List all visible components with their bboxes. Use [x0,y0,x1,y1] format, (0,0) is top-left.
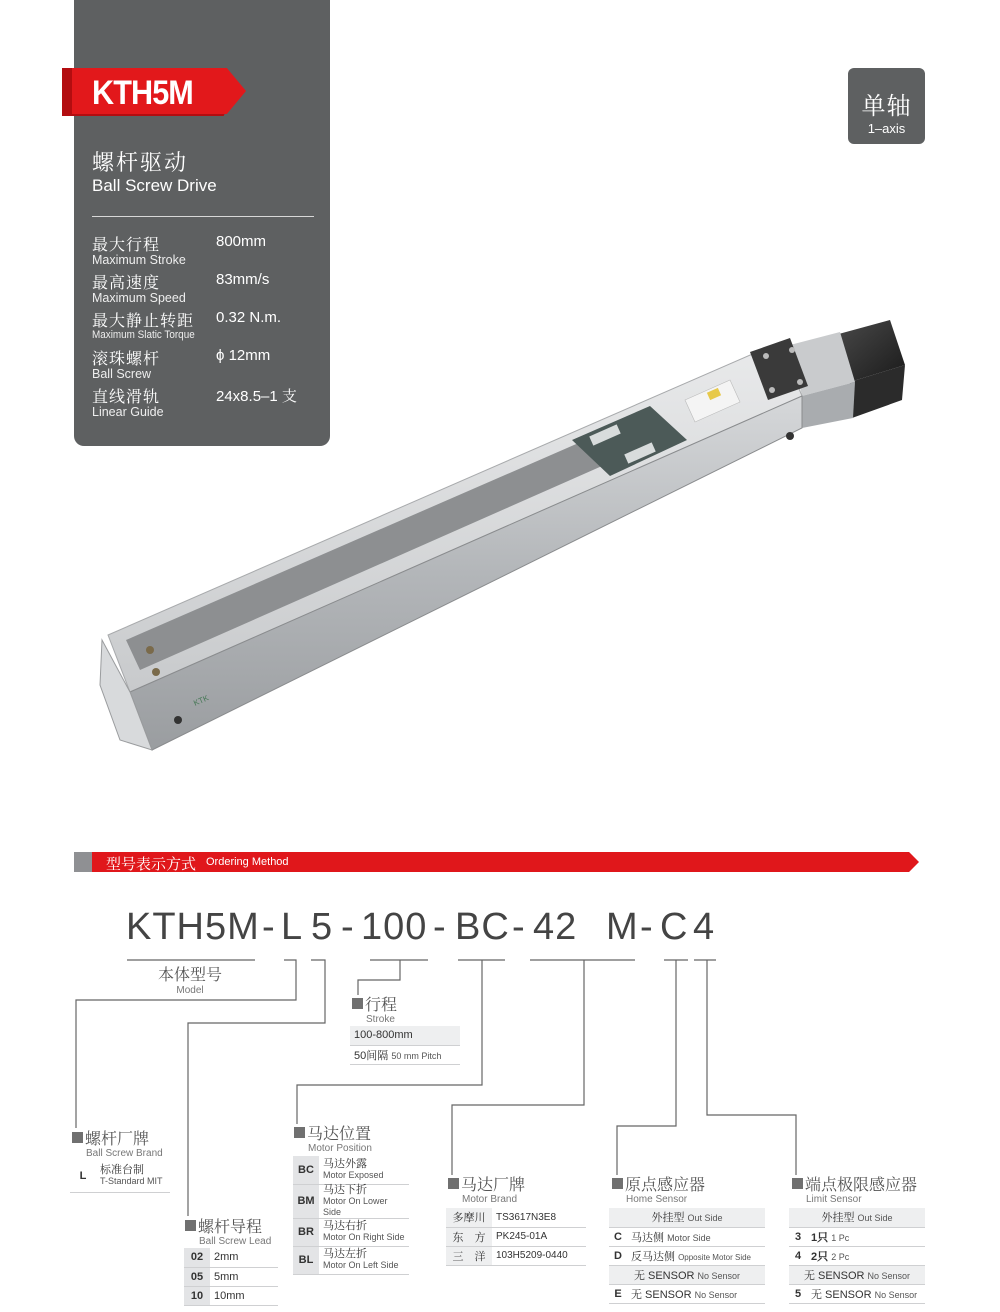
motor-brand-label-cn: 马达厂牌 [461,1177,526,1194]
sensor-cn: 无 SENSOR [631,1288,692,1301]
stroke-label-cn: 行程 [365,997,398,1014]
motor-position-label-en: Motor Position [308,1143,372,1154]
square-bullet [612,1178,623,1189]
code-cell: 05 [184,1267,210,1286]
position-en: Motor Exposed [323,1169,384,1180]
position-en: Motor On Right Side [323,1232,405,1242]
code-model: KTH5M [126,906,260,948]
screw-brand-en: T-Standard MIT [100,1175,163,1186]
sensor-en: No Sensor [697,1270,741,1281]
motor-model: TS3617N3E8 [492,1208,586,1227]
table-row [609,1227,765,1246]
spec-value: 24x8.5–1 支 [216,388,297,405]
spec-label-cn: 最大静止转距 [92,313,195,330]
table-row [350,1026,460,1045]
screw-lead-label [185,1214,271,1247]
stroke-table [350,1026,460,1065]
table-row [184,1286,278,1305]
sensor-en: No Sensor [874,1289,918,1300]
axis-badge-en: 1–axis [867,121,906,136]
table-row [446,1208,586,1227]
sensor-cn: 反马达侧 [631,1250,675,1263]
code-dash: - [341,906,355,948]
code-cell: 4 [789,1246,807,1265]
code-cell: L [70,1160,96,1192]
sensor-cn: 无 SENSOR [633,1269,695,1282]
table-row [789,1208,925,1227]
home-sensor-label-en: Home Sensor [626,1194,688,1205]
sensor-cn: 2只 [811,1250,829,1263]
position-cn: 马达外露 [323,1157,367,1170]
stroke-pitch-en: 50 mm Pitch [391,1050,442,1061]
position-en: Motor On Left Side [323,1260,399,1270]
code-cell: BL [293,1246,319,1274]
stroke-label [352,992,397,1025]
position-cn: 马达左折 [323,1248,367,1260]
screw-brand-label [72,1126,163,1159]
screw-brand-label-cn: 螺杆厂牌 [85,1131,150,1148]
table-row [609,1265,765,1284]
code-cell: 5 [789,1284,807,1303]
table-row [293,1184,409,1218]
sensor-en: No Sensor [867,1270,911,1281]
brand-cell: 三 洋 [446,1246,492,1265]
lead-value: 5mm [210,1267,278,1286]
table-row [70,1160,170,1192]
home-sensor-label-cn: 原点感应器 [625,1177,706,1194]
spec-label-en: Linear Guide [92,405,164,419]
motor-model: 103H5209-0440 [492,1246,586,1265]
table-row [609,1208,765,1227]
table-row [293,1156,409,1184]
table-row [789,1227,925,1246]
table-row [184,1248,278,1267]
spec-value: 83mm/s [216,271,270,288]
table-row [609,1284,765,1303]
spec-label-en: Maximum Slatic Torque [92,329,195,341]
model-name: KTH5M [92,74,193,112]
table-row [293,1218,409,1246]
model-label [150,962,230,996]
spec-value: ϕ 12mm [216,347,271,364]
code-cell: E [609,1284,627,1303]
model-label-en: Model [176,985,204,996]
brand-cell: 多摩川 [446,1208,492,1227]
code-cell: C [609,1227,627,1246]
table-row [609,1246,765,1265]
motor-position-label [294,1121,372,1154]
code-dash: - [433,906,447,948]
limit-sensor-label-en: Limit Sensor [806,1194,862,1205]
motor-brand-label-en: Motor Brand [462,1194,518,1205]
sensor-en: Opposite Motor Side [678,1252,751,1262]
screw-lead-table [184,1248,278,1306]
table-row [184,1267,278,1286]
code-dash: - [262,906,276,948]
sensor-cn: 马达侧 [631,1231,664,1244]
head-cn: 外挂型 [821,1212,855,1225]
head-en: Out Side [857,1213,893,1224]
limit-sensor-table [789,1208,925,1304]
table-row [446,1246,586,1265]
drive-title-cn: 螺杆驱动 [92,150,189,175]
lead-value: 2mm [210,1248,278,1267]
product-brand-logo: KTK [192,693,211,708]
position-en: Motor On Lower Side [323,1195,388,1217]
square-bullet [72,1132,83,1143]
model-label-cn: 本体型号 [157,967,222,984]
sensor-cn: 无 SENSOR [803,1269,865,1282]
spec-label-en: Ball Screw [92,367,152,381]
ordering-title-cn: 型号表示方式 [106,856,197,873]
table-row [293,1246,409,1274]
limit-sensor-label-cn: 端点极限感应器 [805,1177,918,1194]
code-cell: BM [293,1184,319,1218]
square-bullet [792,1178,803,1189]
square-bullet [352,998,363,1009]
spec-label-en: Maximum Speed [92,291,186,305]
motor-model: PK245-01A [492,1227,586,1246]
square-bullet [448,1178,459,1189]
screw-brand-cn: 标准台制 [100,1163,144,1176]
code-screw-brand: L [281,906,304,948]
spec-value: 0.32 N.m. [216,309,282,326]
sensor-en: 2 Pc [831,1251,850,1262]
position-cn: 马达右折 [323,1220,367,1232]
code-dash: - [512,906,526,948]
position-cn: 马达下折 [323,1183,367,1196]
motor-position-table [293,1156,409,1275]
spec-label-en: Maximum Stroke [92,253,186,267]
ordering-title-en: Ordering Method [206,856,289,868]
code-cell: 3 [789,1227,807,1246]
code-cell: 02 [184,1248,210,1267]
square-bullet [294,1127,305,1138]
code-cell: 10 [184,1286,210,1305]
spec-label-cn: 最大行程 [92,237,161,254]
code-cell: BC [293,1156,319,1184]
screw-brand-table [70,1160,170,1193]
table-row [350,1045,460,1064]
code-screw-lead: 5 [311,906,334,948]
motor-brand-label [448,1172,525,1205]
code-cell: BR [293,1218,319,1246]
square-bullet [185,1220,196,1231]
spec-label-cn: 滚珠螺杆 [92,351,161,368]
sensor-cn: 1只 [811,1231,829,1244]
head-en: Out Side [687,1213,723,1224]
drive-title-en: Ball Screw Drive [92,176,217,195]
code-motor-suffix: M [606,906,639,948]
code-motor-position: BC [455,906,510,948]
screw-lead-label-cn: 螺杆导程 [198,1219,263,1236]
code-motor-brand: 42 [533,906,578,948]
stroke-label-en: Stroke [366,1014,395,1025]
code-home-sensor: C [660,906,689,948]
sensor-en: No Sensor [694,1289,738,1300]
sensor-cn: 无 SENSOR [811,1288,872,1301]
brand-cell: 东 方 [446,1227,492,1246]
spec-label-cn: 最高速度 [92,275,161,292]
stroke-pitch-cn: 50间隔 [354,1049,389,1062]
screw-brand-label-en: Ball Screw Brand [86,1148,163,1159]
sensor-en: 1 Pc [831,1232,850,1243]
home-sensor-label [612,1172,705,1205]
code-limit-sensor: 4 [693,906,716,948]
axis-badge-cn: 单轴 [861,93,912,120]
table-row [789,1246,925,1265]
table-row [446,1227,586,1246]
sensor-en: Motor Side [667,1232,711,1243]
table-row [789,1265,925,1284]
spec-label-cn: 直线滑轨 [92,389,161,406]
lead-value: 10mm [210,1286,278,1305]
motor-brand-table [446,1208,586,1266]
code-dash: - [640,906,654,948]
table-row [789,1284,925,1303]
stroke-range: 100-800mm [350,1026,460,1045]
screw-lead-label-en: Ball Screw Lead [199,1236,272,1247]
code-cell: D [609,1246,627,1265]
limit-sensor-label [792,1172,917,1205]
code-stroke: 100 [361,906,428,948]
motor-position-label-cn: 马达位置 [307,1126,372,1143]
spec-value: 800mm [216,233,267,250]
home-sensor-table [609,1208,765,1304]
head-cn: 外挂型 [651,1212,685,1225]
